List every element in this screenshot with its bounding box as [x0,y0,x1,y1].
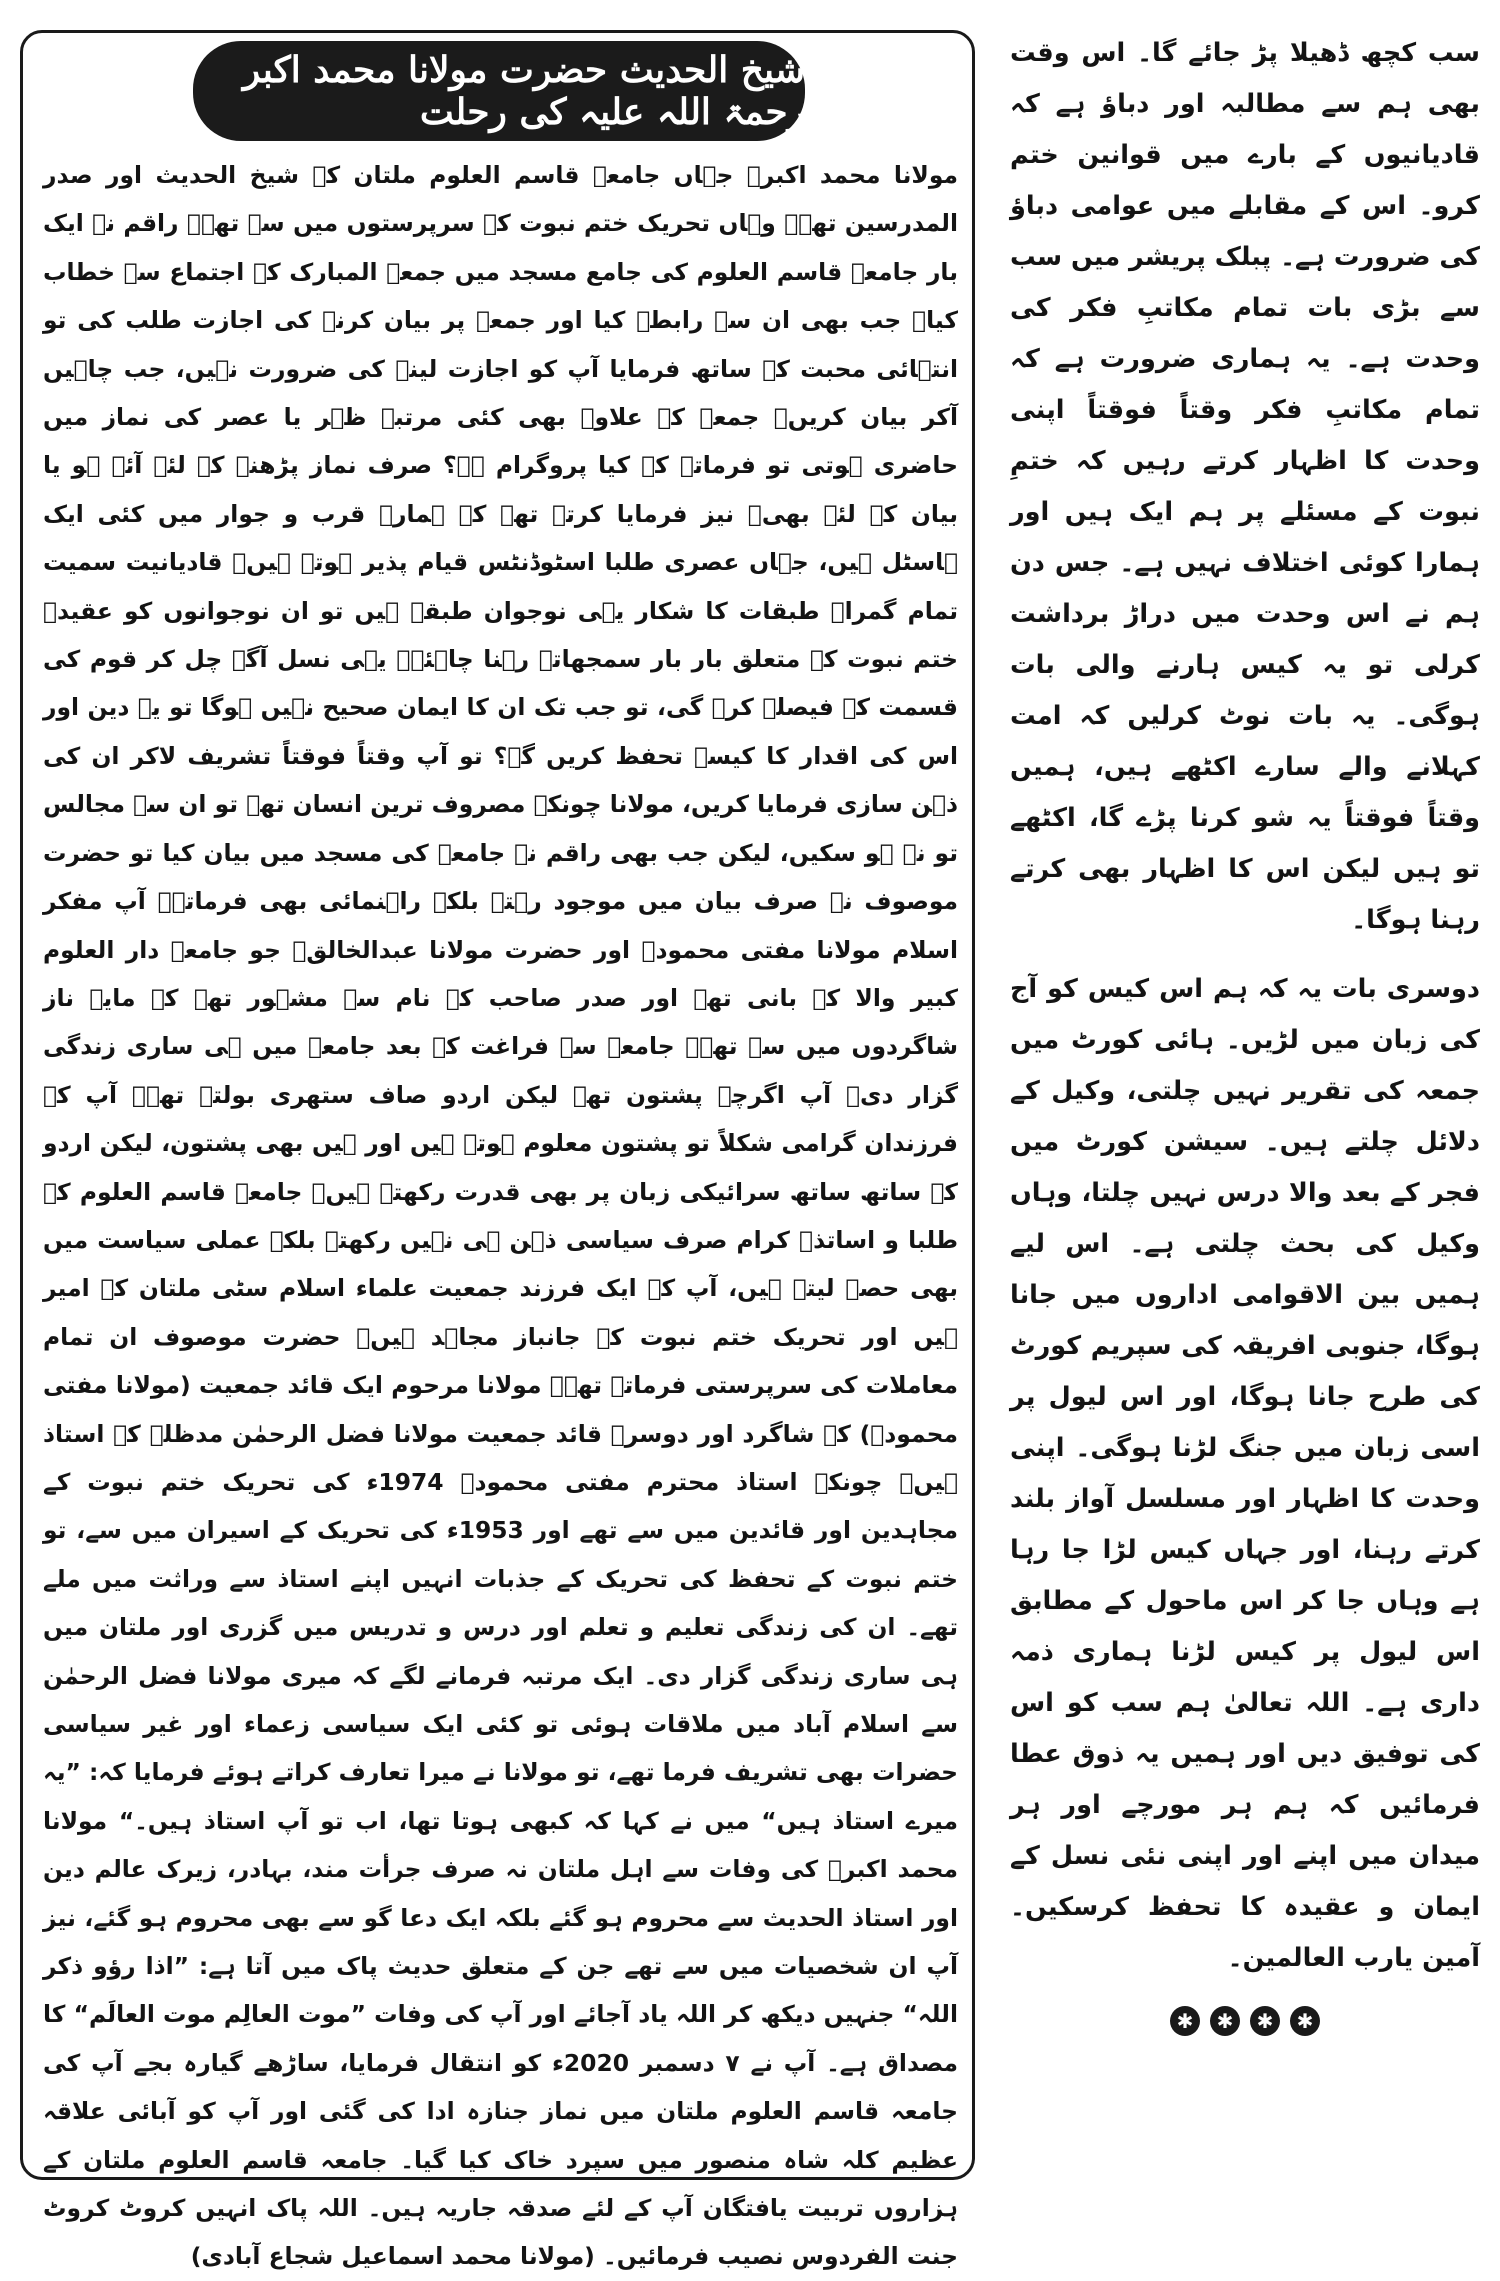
end-star-icon: ✱ [1170,2006,1200,2036]
end-marks [1010,2006,1480,2036]
article-byline: (مولانا محمد اسماعیل شجاع آبادی) [190,2242,595,2271]
end-star-icon: ✱ [1250,2006,1280,2036]
article-headline: شیخ الحدیث حضرت مولانا محمد اکبر رحمۃ اللہ علیہ کی رحلت [242,49,805,133]
right-paragraph-2: دوسری بات یہ کہ ہم اس کیس کو آج کی زبان میں لڑیں۔ ہائی کورٹ میں جمعہ کی تقریر نہیں چلتی، وکیل کے دلائل چلتے ہیں۔ سیشن کورٹ میں فجر کے بعد والا درس نہیں چلتا، وہاں وکیل کی بحث چلتی ہے۔ اس لیے ہمیں بین الاقوامی اداروں میں جانا ہوگا، جنوبی افریقہ کی سپریم کورٹ کی طرح جانا ہوگا، اور اس لیول پر اسی زبان میں جنگ لڑنا ہوگی۔ اپنی وحدت کا اظہار اور مسلسل آواز بلند کرتے رہنا، اور جہاں کیس لڑا جا رہا ہے وہاں جا کر اس ماحول کے مطابق اس لیول پر کیس لڑنا ہماری ذمہ داری ہے۔ اللہ تعالیٰ ہم سب کو اس کی توفیق دیں اور ہمیں یہ ذوق عطا فرمائیں کہ ہم ہر مورچے اور ہر میدان میں اپنے اور اپنی نئی نسل کے ایمان و عقیدہ کا تحفظ کرسکیں۔ آمین یارب العالمین۔ [1010,974,1480,1973]
end-star-icon: ✱ [1290,2006,1320,2036]
obituary-article-box [20,30,975,2271]
right-paragraph-1: سب کچھ ڈھیلا پڑ جائے گا۔ اس وقت بھی ہم سے مطالبہ اور دباؤ ہے کہ قادیانیوں کے بارے میں قوانین ختم کرو۔ اس کے مقابلے میں عوامی دباؤ کی ضرورت ہے۔ پبلک پریشر میں سب سے بڑی بات تمام مکاتبِ فکر کی وحدت ہے۔ یہ ہماری ضرورت ہے کہ تمام مکاتبِ فکر وقتاً فوقتاً اپنی وحدت کا اظہار کرتے رہیں کہ ختمِ نبوت کے مسئلے پر ہم ایک ہیں اور ہمارا کوئی اختلاف نہیں ہے۔ جس دن ہم نے اس وحدت میں دراڑ برداشت کرلی تو یہ کیس ہارنے والی بات ہوگی۔ یہ بات نوٹ کرلیں کہ امت کہلانے والے سارے اکٹھے ہیں، ہمیں وقتاً فوقتاً یہ شو کرنا پڑے گا، اکٹھے تو ہیں لیکن اس کا اظہار بھی کرتے رہنا ہوگا۔ [1010,38,1480,935]
article-body-text: مولانا محمد اکبرؒ جہاں جامعہ قاسم العلوم ملتان کے شیخ الحدیث اور صدر المدرسین تھے۔ وہاں تحریک ختم نبوت کے سرپرستوں میں سے تھے۔ راقم نے ایک بار جامعہ قاسم العلوم کی جامع مسجد میں جمعۃ المبارک کے اجتماع سے خطاب کیا۔ جب بھی ان سے رابطہ کیا اور جمعہ پر بیان کرنے کی اجازت طلب کی تو انتہائی محبت کے ساتھ فرمایا آپ کو اجازت لینے کی ضرورت نہیں، جب چاہیں آکر بیان کریں۔ جمعہ کے علاوہ بھی کئی مرتبہ ظہر یا عصر کی نماز میں حاضری ہوتی تو فرماتے کہ کیا پروگرام ہے؟ صرف نماز پڑھنے کے لئے آئے ہو یا بیان کے لئے بھی۔ نیز فرمایا کرتے تھے کہ ہمارے قرب و جوار میں کئی ایک ہاسٹل ہیں، جہاں عصری طلبا اسٹوڈنٹس قیام پذیر ہوتے ہیں۔ قادیانیت سمیت تمام گمراہ طبقات کا شکار یہی نوجوان طبقے ہیں تو ان نوجوانوں کو عقیدہ ختم نبوت کے متعلق بار بار سمجھاتے رہنا چاہئے۔ یہی نسل آگے چل کر قوم کی قسمت کے فیصلے کرے گی، تو جب تک ان کا ایمان صحیح نہیں ہوگا تو یہ دین اور اس کی اقدار کا کیسے تحفظ کریں گے؟ تو آپ وقتاً فوقتاً تشریف لاکر ان کی ذہن سازی فرمایا کریں، مولانا چونکہ مصروف ترین انسان تھے تو ان سے مجالس تو نہ ہو سکیں، لیکن جب بھی راقم نے جامعہ کی مسجد میں بیان کیا تو حضرت موصوف نہ صرف بیان میں موجود رہتے بلکہ راہنمائی بھی فرماتے۔ آپ مفکر اسلام مولانا مفتی محمودؒ اور حضرت مولانا عبدالخالقؒ جو جامعہ دار العلوم کبیر والا کے بانی تھے اور صدر صاحب کے نام سے مشہور تھے کے مایہ ناز شاگردوں میں سے تھے۔ جامعہ سے فراغت کے بعد جامعہ میں ہی ساری زندگی گزار دی۔ آپ اگرچہ پشتون تھے لیکن اردو صاف ستھری بولتے تھے۔ آپ کے فرزندان گرامی شکلاً تو پشتون معلوم ہوتے ہیں اور ہیں بھی پشتون، لیکن اردو کے ساتھ ساتھ سرائیکی زبان پر بھی قدرت رکھتے ہیں۔ جامعہ قاسم العلوم کے طلبا و اساتذہ کرام صرف سیاسی ذہن ہی نہیں رکھتے بلکہ عملی سیاست میں بھی حصہ لیتے ہیں، آپ کے ایک فرزند جمعیت علماء اسلام سٹی ملتان کے امیر ہیں اور تحریک ختم نبوت کے جانباز مجاہد ہیں۔ حضرت موصوف ان تمام معاملات کی سرپرستی فرماتے تھے۔ مولانا مرحوم ایک قائد جمعیت (مولانا مفتی محمودؒ) کے شاگرد اور دوسرے قائد جمعیت مولانا فضل الرحمٰن مدظلہ کے استاذ ہیں۔ چونکہ استاذ محترم مفتی محمودؒ 1974ء کی تحریک ختم نبوت کے مجاہدین اور قائدین میں سے تھے اور 1953ء کی تحریک کے اسیران میں سے، تو ختم نبوت کے تحفظ کی تحریک کے جذبات انہیں اپنے استاذ سے وراثت میں ملے تھے۔ ان کی زندگی تعلیم و تعلم اور درس و تدریس میں گزری اور ملتان میں ہی ساری زندگی گزار دی۔ ایک مرتبہ فرمانے لگے کہ میری مولانا فضل الرحمٰن سے اسلام آباد میں ملاقات ہوئی تو کئی ایک سیاسی زعماء اور غیر سیاسی حضرات بھی تشریف فرما تھے، تو مولانا نے میرا تعارف کراتے ہوئے فرمایا کہ: ”یہ میرے استاذ ہیں“ میں نے کہا کہ کبھی ہوتا تھا، اب تو آپ استاذ ہیں۔“ مولانا محمد اکبرؒ کی وفات سے اہل ملتان نہ صرف جرأت مند، بہادر، زیرک عالم دین اور استاذ الحدیث سے محروم ہو گئے بلکہ ایک دعا گو سے بھی محروم ہو گئے، نیز آپ ان شخصیات میں سے تھے جن کے متعلق حدیث پاک میں آتا ہے: ”اذا رؤو ذکر اللہ“ جنہیں دیکھ کر اللہ یاد آجائے اور آپ کی وفات ”موت العالِم موت العالَم“ کا مصداق ہے۔ آپ نے ۷ دسمبر 2020ء کو انتقال فرمایا، ساڑھے گیارہ بجے آپ کی جامعہ قاسم العلوم ملتان میں نماز جنازہ ادا کی گئی اور آپ کو آبائی علاقہ عظیم کلہ شاہ منصور میں سپرد خاک کیا گیا۔ جامعہ قاسم العلوم ملتان کے ہزاروں تربیت یافتگان آپ کے لئے صدقہ جاریہ ہیں۔ اللہ پاک انہیں کروٹ کروٹ جنت الفردوس نصیب فرمائیں۔ [43,161,958,2271]
headline-banner [193,41,805,141]
end-star-icon: ✱ [1210,2006,1240,2036]
right-article-column [1010,28,1480,2188]
article-text [43,151,958,2281]
article-body [43,151,958,2271]
